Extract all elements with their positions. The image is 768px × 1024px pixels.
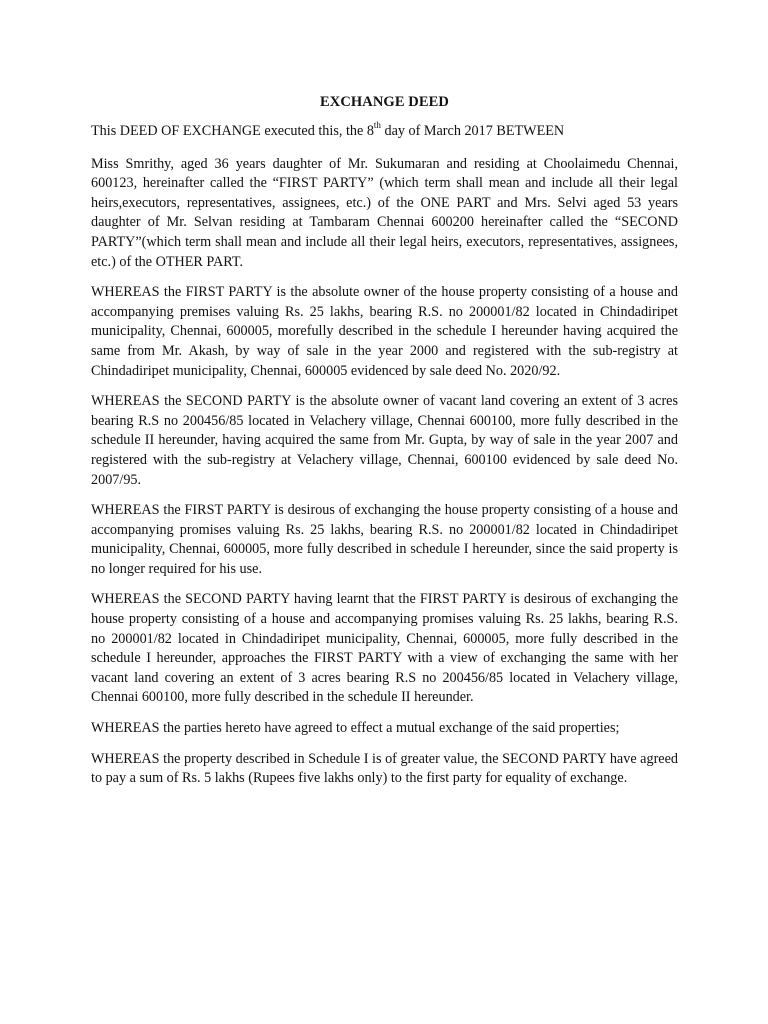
whereas-first-party-desire: WHEREAS the FIRST PARTY is desirous of exchanging the house property consisting of a house and accompanying promises valuing Rs. 25 lakhs, bearing R.S. no 200001/82 located in Chindadiripet municipality, Chennai, 600005, more fully described in schedule I hereunder, since the said property is no longer required for his use. <box>91 502 678 577</box>
parties-paragraph: Miss Smrithy, aged 36 years daughter of Mr. Sukumaran and residing at Choolaimedu Chennai, 600123, hereinafter called the “FIRST PARTY” (which term shall mean and include all their legal heirs,executors, representatives, assignees, etc.) of the ONE PART and Mrs. Selvi aged 53 years daughter of Mr. Selvan residing at Tambaram Chennai 600200 hereinafter called the “SECOND PARTY”(which term shall mean and include all their legal heirs, executors, representatives, assignees, etc.) of the OTHER PART. <box>91 155 678 270</box>
whereas-second-party-proposal: WHEREAS the SECOND PARTY having learnt that the FIRST PARTY is desirous of exchanging the house property consisting of a house and accompanying promises valuing Rs. 25 lakhs, bearing R.S. no 200001/82 located in Chindadiripet municipality, Chennai, 600005, more fully described in the schedule I hereunder, approaches the FIRST PARTY with a view of exchanging the same with her vacant land covering an extent of 3 acres bearing R.S no 200456/85 located in Velachery village, Chennai 600100, more fully described in the schedule II hereunder. <box>91 591 678 706</box>
intro-text-after: day of March 2017 BETWEEN <box>380 123 565 139</box>
whereas-first-party-ownership: WHEREAS the FIRST PARTY is the absolute owner of the house property consisting of a house and accompanying premises valuing Rs. 25 lakhs, bearing R.S. no 200001/82 located in Chindadiripet municipality, Chennai, 600005, morefully described in the schedule I hereunder having acquired the same from Mr. Akash, by way of sale in the year 2000 and registered with the sub-registry at Chindadiripet municipality, Chennai, 600005 evidenced by sale deed No. 2020/92. <box>91 284 678 379</box>
intro-line <box>91 122 678 142</box>
deed-page <box>91 92 678 800</box>
intro-text-before: This DEED OF EXCHANGE executed this, the 8 <box>91 123 374 139</box>
whereas-mutual-agreement: WHEREAS the parties hereto have agreed to effect a mutual exchange of the said properties; <box>91 720 620 737</box>
whereas-equality-payment: WHEREAS the property described in Schedule I is of greater value, the SECOND PARTY have agreed to pay a sum of Rs. 5 lakhs (Rupees five lakhs only) to the first party for equality of exchange. <box>91 750 678 787</box>
intro-ordinal-suffix: th <box>373 120 381 131</box>
whereas-second-party-ownership: WHEREAS the SECOND PARTY is the absolute owner of vacant land covering an extent of 3 acres bearing R.S no 200456/85 located in Velachery village, Chennai 600100, more fully described in the schedule II hereunder, having acquired the same from Mr. Gupta, by way of sale in the year 2007 and registered with the sub-registry at Velachery village, Chennai, 600100 evidenced by sale deed No. 2007/95. <box>91 393 678 488</box>
deed-title: EXCHANGE DEED <box>320 94 449 110</box>
